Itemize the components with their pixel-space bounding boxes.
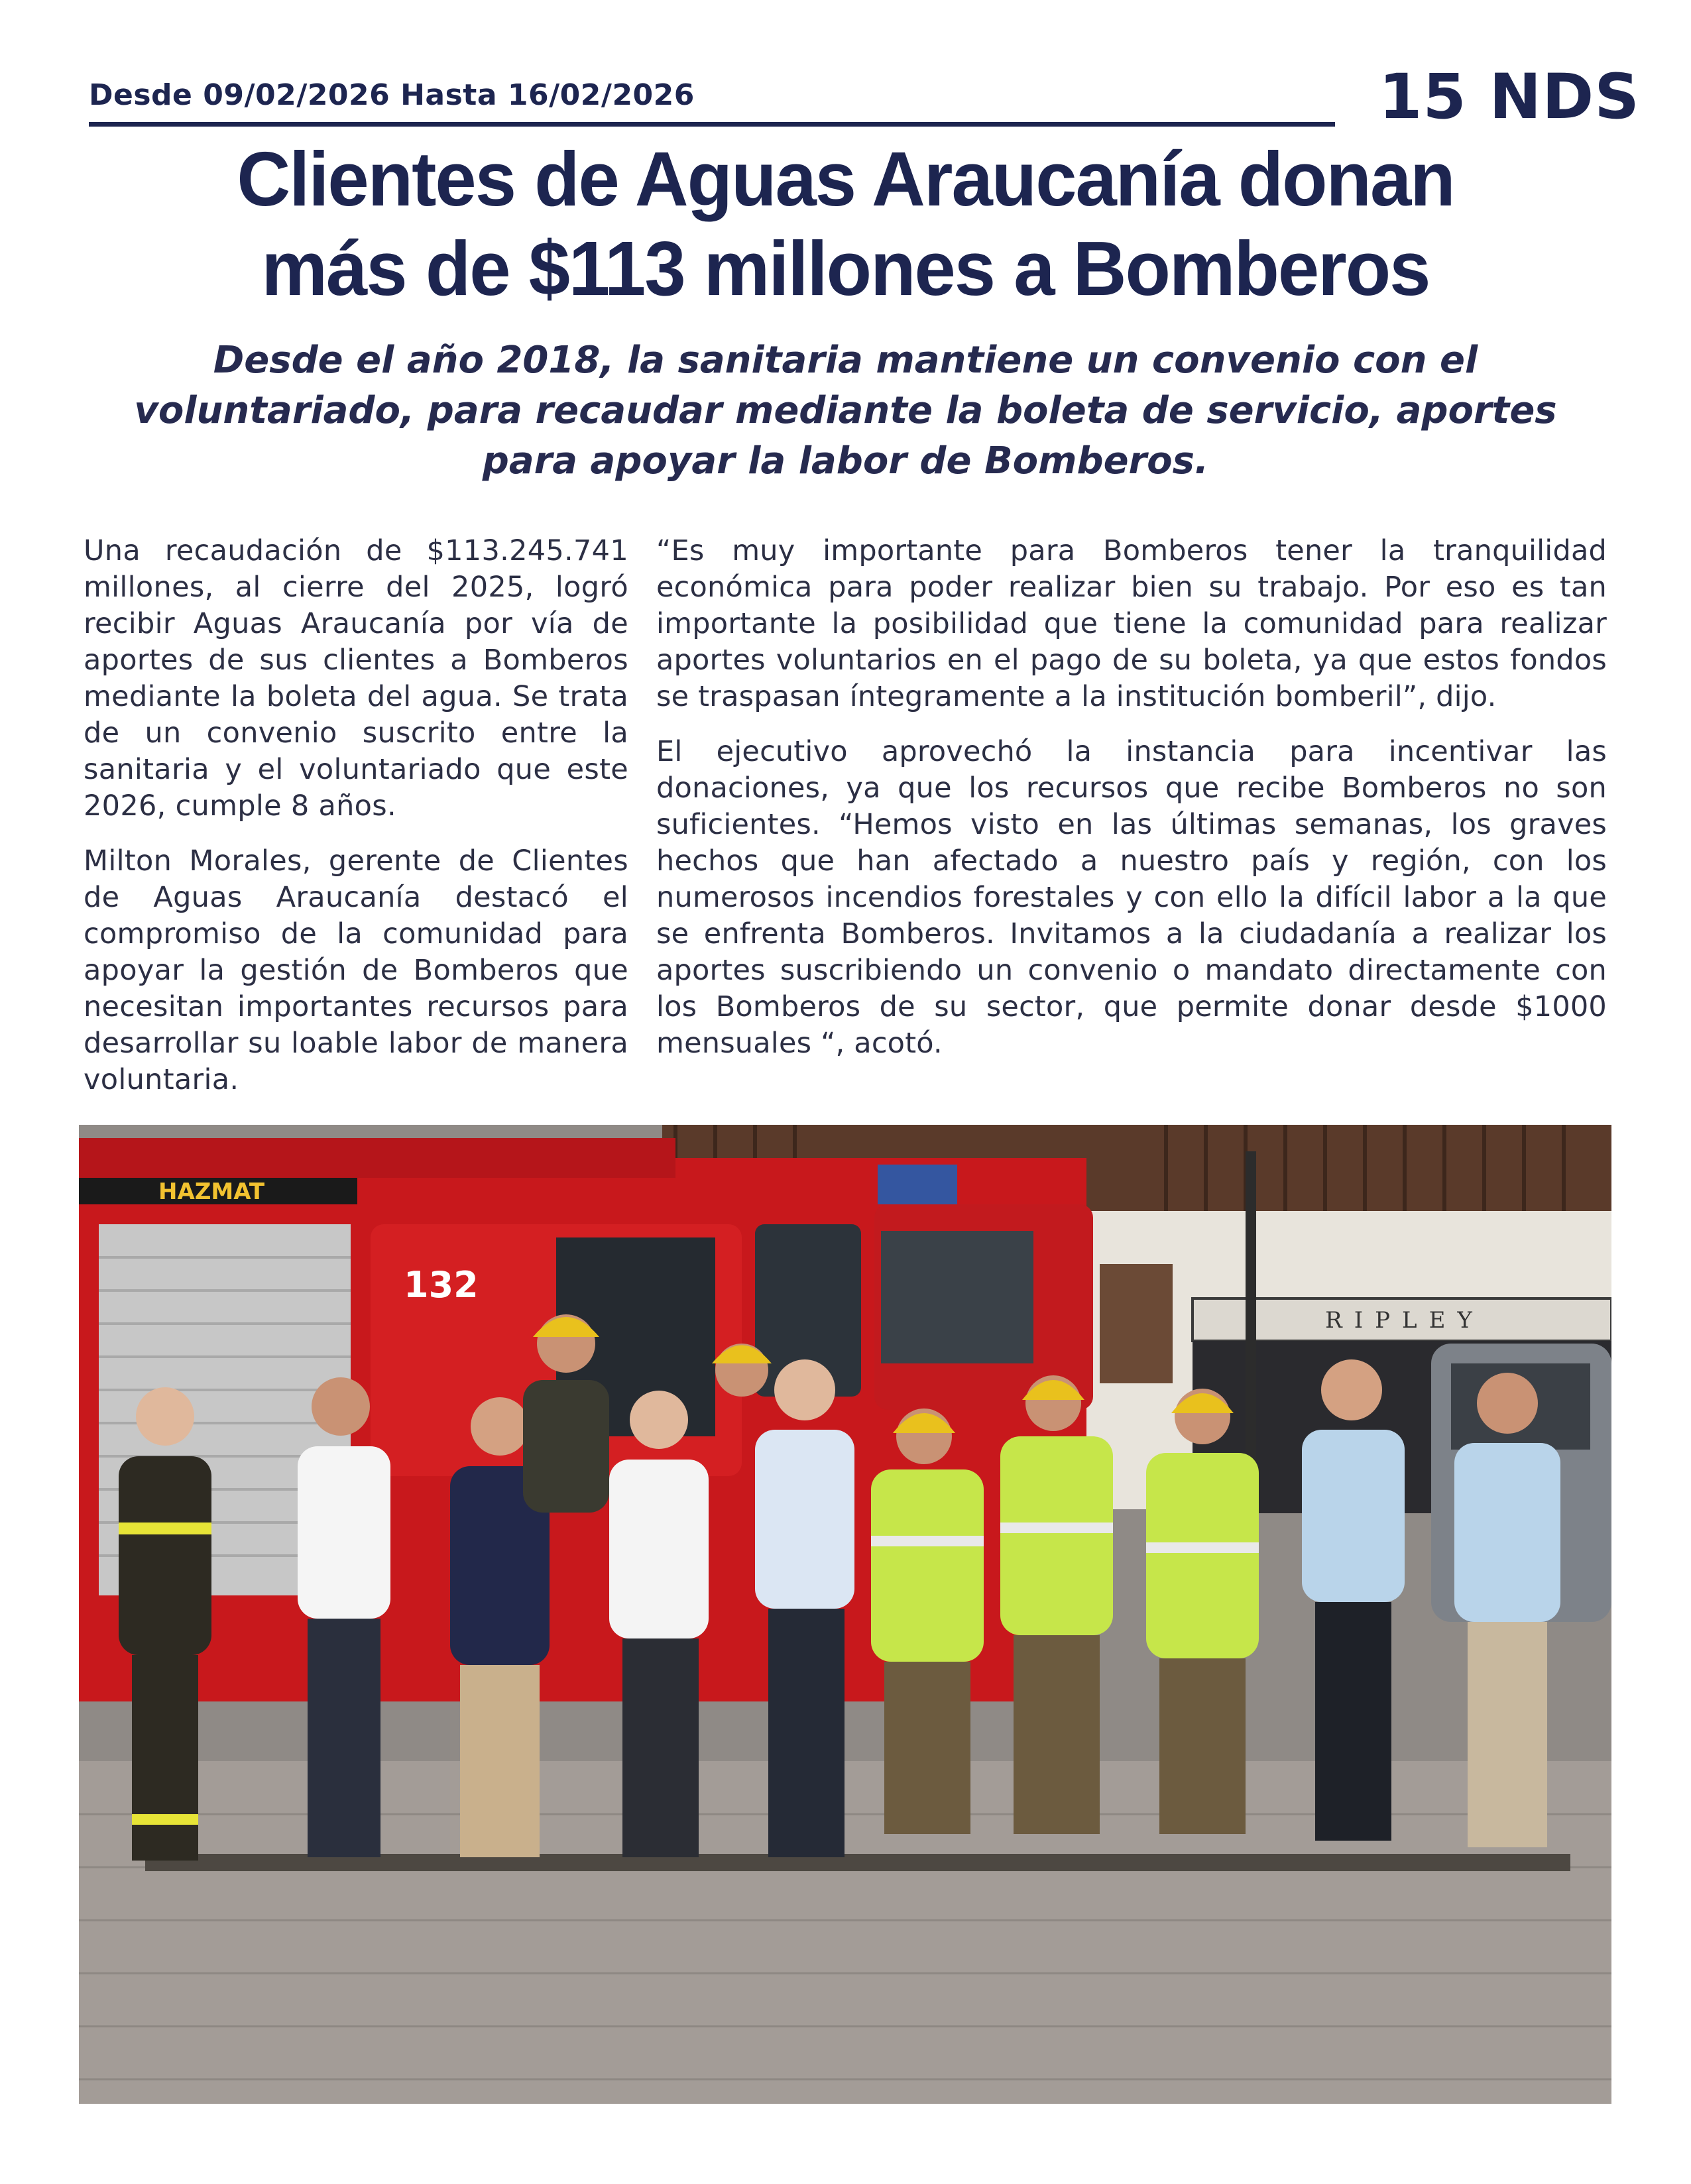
issue-dates: Desde 09/02/2026 Hasta 16/02/2026 [89,78,695,112]
headline-line-1: Clientes de Aguas Araucanía donan [237,135,1454,222]
headline [133,135,1558,314]
person [298,1377,390,1857]
article-column-left [84,533,628,1117]
paragraph: Milton Morales, gerente de Clientes de Aguas Araucanía destacó el compromiso de la comunidad para apoyar la gestión de Bomberos que necesitan importantes recursos para desarrollar su loable labor de manera voluntaria. [84,844,628,1096]
truck-sign: HAZMAT [158,1178,265,1205]
person [1146,1389,1259,1834]
store-sign-text: RIPLEY [1325,1307,1484,1334]
group-photo [79,1125,1611,2104]
person [119,1387,211,1861]
headline-line-2: más de $113 millones a Bomberos [261,225,1430,312]
paragraph: “Es muy importante para Bomberos tener la tranquilidad económica para poder realizar bien su trabajo. Por eso es tan importante la posibilidad que tiene la comunidad para realizar aportes voluntarios en el pago de su boleta, ya que estos fondos se traspasan íntegramente a la institución bomberil”, dijo. [656,534,1607,713]
subheadline: Desde el año 2018, la sanitaria mantiene un convenio con el voluntariado, para recaudar mediante la boleta de servicio, aportes para apoyar la labor de Bomberos. [134,339,1557,483]
person [1000,1375,1113,1834]
header-rule [89,122,1335,127]
person [609,1391,709,1857]
person [1302,1359,1405,1841]
page-number: 15 NDS [1379,61,1640,133]
article-column-right [656,533,1607,1080]
person [871,1408,984,1834]
paragraph: Una recaudación de $113.245.741 millones, al cierre del 2025, logró recibir Aguas Araucanía por vía de aportes de sus clientes a Bomberos mediante la boleta del agua. Se trata de un convenio suscrito entre la sanitaria y el voluntariado que este 2026, cumple 8 años. [84,534,628,823]
truck-number: 132 [404,1264,479,1306]
paragraph: El ejecutivo aprovechó la instancia para incentivar las donaciones, ya que los recursos que recibe Bomberos no son suficientes. “Hemos visto en las últimas semanas, los graves hechos que han afectado a nuestro país y región, con los numerosos incendios forestales y con ello la difícil labor a la que se enfrenta Bomberos. Invitamos a la ciudadanía a realizar los aportes suscribiendo un convenio o mandato directamente con los Bomberos de su sector, que permite donar desde $1000 mensuales “, acotó. [656,735,1607,1060]
person [1454,1373,1560,1847]
